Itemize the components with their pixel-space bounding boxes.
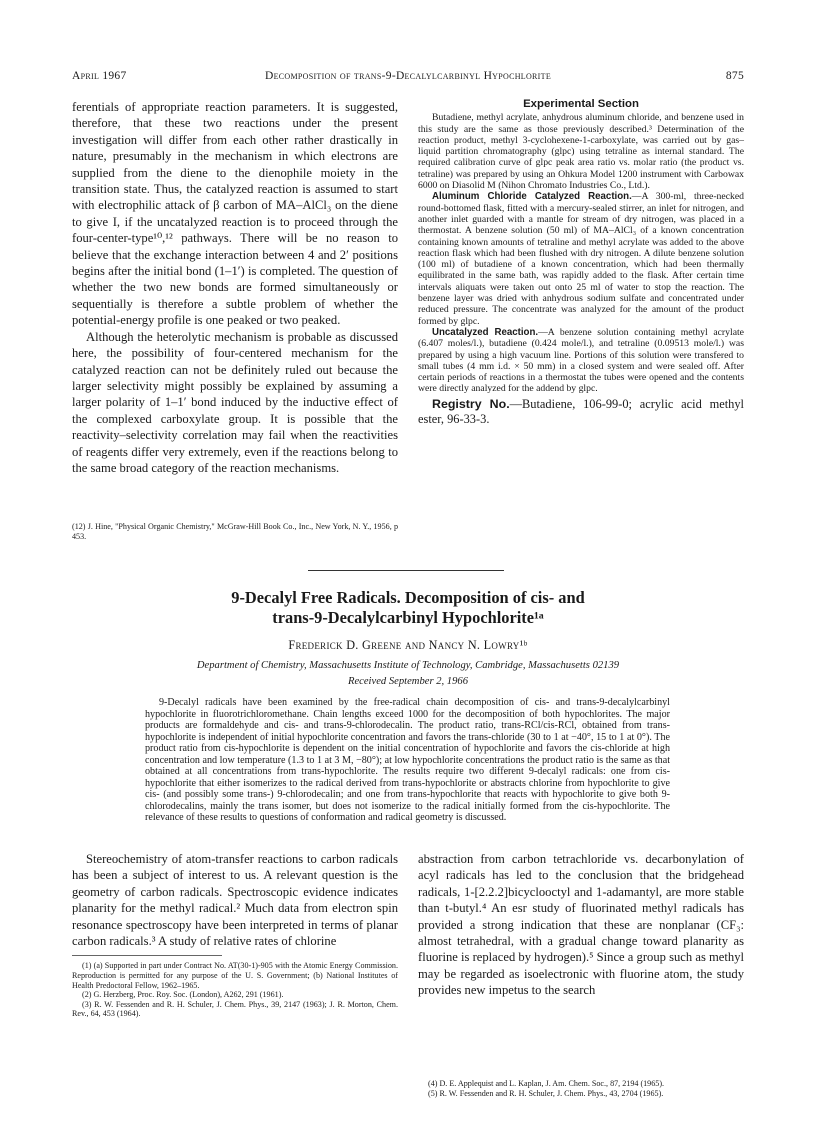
paragraph: ferentials of appropriate reaction parameters. It is suggested, therefore, that these two reactions under the present investigation will differ from each other rather drastically in nature, presumably in the mechanism in which electrons are supplied from the diene to the dienophile moiety in the transition state. Thus, the catalyzed reaction is assumed to start with electrophilic attack of β carbon of MA–AlCl₃ on the diene to give I, if the uncatalyzed reaction is to proceed through the four-center-type¹⁰,¹² pathways. There will be no reason to believe that the exchange interaction between 4 and 2′ positions begins after the initial bond (1–1′) is completed. The question of whether the two new bonds are formed simultaneously or sequentially is therefore a subtle problem of whether the potential-energy profile is one peaked or two peaked. xyxy=(72,100,398,328)
right-column-bottom xyxy=(418,851,744,999)
received-date: Received September 2, 1966 xyxy=(347,676,468,687)
footnote: (2) G. Herzberg, Proc. Roy. Soc. (London), A262, 291 (1961). xyxy=(82,990,284,1000)
footnote-divider xyxy=(72,955,222,956)
paragraph-text: —A 300-ml, three-necked round-bottomed flask, fitted with a mercury-sealed stirrer, an inlet for nitrogen, and another inlet guarded with a mantle for stream of dry nitrogen, was placed in a thermostat. A benzene solution (50 ml) of MA–AlCl₃ of a known concentration containing known amounts of tetraline and methyl acrylate was added to the above reaction flask which had been flushed with dry nitrogen. A dilute benzene solution (100 ml) of butadiene of a known concentration, which had been thermally equilibrated in the same bath, was rapidly added to the flask. After certain time intervals aliquats were taken out onto 25 ml of water to stop the reaction. The benzene layer was dried with anhydrous sodium sulfate and concentrated under reduced pressure. The concentrate was analyzed for the amount of the product formed by glpc. xyxy=(418,191,744,327)
footnotes xyxy=(72,961,398,1019)
left-column-top xyxy=(72,99,398,476)
section-heading: Experimental Section xyxy=(523,98,639,110)
paragraph: Although the heterolytic mechanism is probable as discussed here, the possibility of four-centered mechanism for the catalyzed reaction can not be definitely ruled out because the larger selectivity might possibly be explained by assuming a larger polarity of 1–1′ bond induced by the inductive effect of the complexed carboxylate group. It is possible that the reactivity–selectivity correlation may fail when the reactivities of reagents differ very extremely, even if the reactions belong to the same broad category of the reaction mechanisms. xyxy=(72,329,398,475)
footnote: (1) (a) Supported in part under Contract No. AT(30-1)-905 with the Atomic Energy Commission. Reproduction is permitted for any purpose of the U. S. Government; (b) National Institutes of Health Predoctoral Fellow, 1962–1965. xyxy=(72,961,398,990)
page-number: 875 xyxy=(725,70,744,82)
footnote: (3) R. W. Fessenden and R. H. Schuler, J. Chem. Phys., 39, 2147 (1963); J. R. Morton, Chem. Rev., 64, 453 (1964). xyxy=(72,999,398,1019)
registry-paragraph xyxy=(418,397,744,427)
footnote: (4) D. E. Applequist and L. Kaplan, J. Am. Chem. Soc., 87, 2194 (1965). xyxy=(428,1079,665,1088)
footnotes-right xyxy=(418,1079,744,1098)
article-divider xyxy=(308,570,504,571)
run-in-heading: Registry No. xyxy=(432,396,510,411)
title-line: trans-9-Decalylcarbinyl Hypochlorite¹ᵃ xyxy=(272,608,544,627)
abstract xyxy=(145,697,670,824)
article-header xyxy=(72,588,744,687)
footnote-12: (12) J. Hine, "Physical Organic Chemistry," McGraw-Hill Book Co., Inc., New York, N. Y., 1956, p 453. xyxy=(72,522,398,541)
article-title xyxy=(72,588,744,628)
affiliation: Department of Chemistry, Massachusetts Institute of Technology, Cambridge, Massachusetts 02139 xyxy=(196,660,620,671)
run-in-heading: Aluminum Chloride Catalyzed Reaction. xyxy=(432,191,632,203)
running-head xyxy=(72,70,744,86)
paragraph: abstraction from carbon tetrachloride vs. decarbonylation of acyl radicals has led to the conclusion that the bridgehead radicals, 1-[2.2.2]bicyclooctyl and 1-adamantyl, are more stable than t-butyl.⁴ An esr study of fluorinated methyl radicals has provided a strong indication that these are nonplanar (CF₃: almost tetrahedral, with a gradual change toward planarity as fluorine is replaced by hydrogen).⁵ Since a group such as methyl may be regarded as isoelectronic with fluorine atom, the study provides new impetus to the search xyxy=(418,852,744,998)
experimental-section xyxy=(418,99,744,427)
paragraph-text: —Butadiene, 106-99-0; acrylic acid methyl ester, 96-33-3. xyxy=(418,396,744,426)
authors: Frederick D. Greene and Nancy N. Lowry¹ᵇ xyxy=(288,638,528,652)
running-head-date: April 1967 xyxy=(72,70,127,82)
paragraph xyxy=(418,191,744,327)
running-head-title: Decomposition of trans-9-Decalylcarbinyl Hypochlorite xyxy=(264,70,552,82)
abstract-text: 9-Decalyl radicals have been examined by the free-radical chain decomposition of cis- and trans-9-decalylcarbinyl hypochlorite in fluorotrichloromethane. Chain lengths exceed 1000 for the decomposition of both hypochlorites. The major products are formaldehyde and cis- and trans-9-chlorodecalin. The product ratio, trans-RCl/cis-RCl, obtained from trans-hypochlorite is independent of initial hypochlorite concentration and favors the trans-chloride (30 to 1 at −40°, 15 to 1 at 0°). The product ratio from cis-hypochlorite is dependent on the initial concentration of hypochlorite and favors the cis-chloride at high concentration and low temperature (1.3 to 1 at 3 M, −80°); at low hypochlorite concentrations the product ratio is the same as that obtained at all concentrations from trans-hypochlorite. The results require two different 9-decalyl radicals: one from cis-hypochlorite that either isomerizes to the radical derived from trans-hypochlorite or abstracts chlorine from hypochlorite to give cis- (and possibly some trans-) 9-chlorodecalin; and one from trans-hypochlorite that reacts with hypochlorite to give both 9-chlorodecalins, mainly the trans isomer, but does not isomerize to the radical initially formed from the cis-hypochlorite. The relevance of these results to questions of conformation and radical geometry is discussed. xyxy=(145,697,670,823)
footnote: (5) R. W. Fessenden and R. H. Schuler, J. Chem. Phys., 43, 2704 (1965). xyxy=(428,1088,664,1098)
paragraph-text: —A benzene solution containing methyl acrylate (6.407 moles/l.), butadiene (0.424 mole/l.), and tetraline (0.09513 mole/l.) was prepared by using a high vacuum line. Portions of this solution were transfered to small tubes (4 mm i.d. × 50 mm) in a closed system and were sealed off. After certain periods of reactions in a thermostat the tubes were opened and the contents were directly analyzed for the addend by glpc. xyxy=(418,326,744,395)
paragraph: Stereochemistry of atom-transfer reactions to carbon radicals has been a subject of interest to us. A relevant question is the geometry of carbon radicals. Spectroscopic evidence indicates planarity for the methyl radical.² Much data from electron spin resonance spectroscopy have been interpreted in terms of planar carbon radicals.³ A study of relative rates of chlorine xyxy=(72,852,398,949)
paragraph xyxy=(418,327,744,395)
left-column-bottom xyxy=(72,851,398,1019)
title-line: 9-Decalyl Free Radicals. Decomposition of cis- and xyxy=(231,588,585,607)
paragraph: Butadiene, methyl acrylate, anhydrous aluminum chloride, and benzene used in this study are the same as those previously described.³ Determination of the reaction product, methyl 3-cyclohexene-1-carboxylate, was carried out by gas–liquid partition chromatography (glpc) using tetraline as internal standard. The required calibration curve of glpc peak area ratio vs. molar ratio (the product vs. tetraline) was prepared by using an Ohkura Model 1200 instrument with Carbowax 6000 on Diasolid M (Nihon Chromato Industries Co., Ltd.). xyxy=(418,112,744,192)
run-in-heading: Uncatalyzed Reaction. xyxy=(432,326,539,338)
